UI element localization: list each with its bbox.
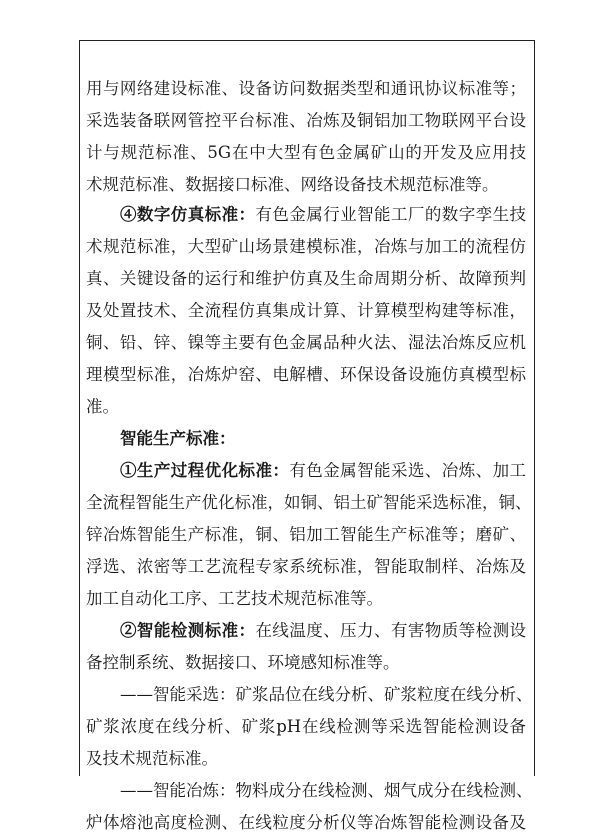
text-line: 浮选、浓密等工艺流程专家系统标准，智能取制样、冶炼及 (86, 557, 526, 576)
text-line: 用与网络建设标准、设备访问数据类型和通讯协议标准等； (86, 79, 526, 98)
text-line: 理模型标准，冶炼炉窑、电解槽、环保设备设施仿真模型标 (86, 365, 526, 384)
text-line: 铜、铅、锌、镍等主要有色金属品种火法、湿法冶炼反应机 (86, 333, 526, 352)
text-line: 炉体熔池高度检测、在线粒度分析仪等冶炼智能检测设备及 (86, 813, 526, 832)
text-line: 采选装备联网管控平台标准、冶炼及铜铝加工物联网平台设 (86, 111, 526, 130)
text-line: 准。 (86, 397, 119, 416)
section-heading: ④数字仿真标准： (120, 205, 256, 224)
text-line: 术规范标准，大型矿山场景建模标准，冶炼与加工的流程仿 (86, 237, 526, 256)
section-heading: ①生产过程优化标准： (120, 461, 290, 480)
text-line: 术规范标准、数据接口标准、网络设备技术规范标准等。 (86, 175, 499, 194)
text-line: ——智能冶炼：物料成分在线检测、烟气成分在线检测、 (120, 781, 533, 800)
text-line: 全流程智能生产优化标准，如铜、铝土矿智能采选标准，铜、 (86, 493, 532, 512)
text-line: 加工自动化工序、工艺技术规范标准等。 (86, 589, 383, 608)
text-run: 在线温度、压力、有害物质等检测设 (255, 621, 527, 640)
text-line: 计与规范标准、5G在中大型有色金属矿山的开发及应用技 (86, 143, 526, 162)
text-line: 备控制系统、数据接口、环境感知标准等。 (86, 653, 400, 672)
text-line: 真、关键设备的运行和维护仿真及生命周期分析、故障预判 (86, 269, 526, 288)
section-heading: ②智能检测标准： (120, 621, 256, 640)
text-run: 有色金属行业智能工厂的数字孪生技 (255, 205, 527, 224)
text-line (120, 616, 526, 646)
text-line: ——智能采选：矿浆品位在线分析、矿浆粒度在线分析、 (120, 685, 533, 704)
text-line (120, 456, 526, 486)
section-title: 智能生产标准： (120, 429, 236, 448)
text-run: 有色金属智能采选、冶炼、加工 (289, 461, 527, 480)
text-line: 及处置技术、全流程仿真集成计算、计算模型构建等标准， (86, 301, 526, 320)
text-line (120, 200, 526, 230)
text-line: 矿浆浓度在线分析、矿浆pH在线检测等采选智能检测设备 (86, 717, 526, 736)
text-line: 及技术规范标准。 (86, 749, 218, 768)
text-line: 锌冶炼智能生产标准，铜、铝加工智能生产标准等；磨矿、 (86, 525, 526, 544)
